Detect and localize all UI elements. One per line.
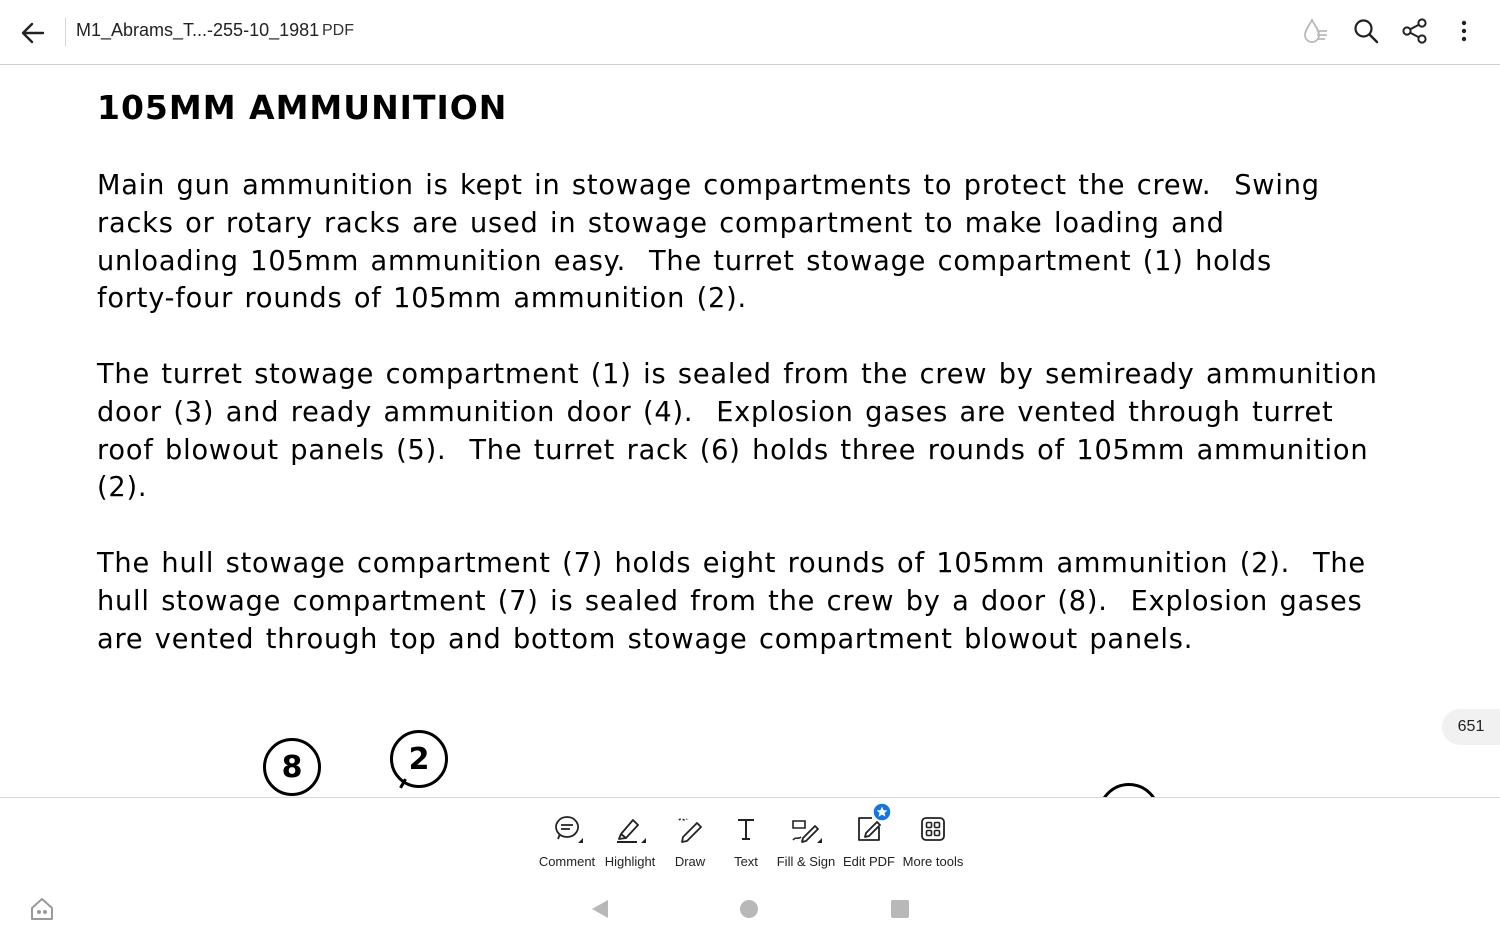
comment-tool-button[interactable] — [537, 812, 597, 874]
text-line: Main gun ammunition is kept in stowage compartments to protect the crew. Swing — [97, 170, 1320, 201]
document-title: M1_Abrams_T...-255-10_1981 — [76, 20, 320, 40]
nav-home-button[interactable] — [740, 900, 758, 918]
text-line: roof blowout panels (5). The turret rack (6) holds three rounds of 105mm ammunition — [97, 434, 1369, 466]
system-navigation-bar — [0, 879, 1500, 937]
text-line: racks or rotary racks are used in stowage compartment to make loading and — [97, 207, 1225, 239]
share-icon[interactable] — [1400, 16, 1430, 46]
back-arrow-icon[interactable] — [18, 18, 48, 48]
paragraph-1 — [97, 167, 1417, 318]
home-assistant-icon[interactable] — [28, 895, 56, 923]
star-badge-icon — [872, 802, 892, 822]
document-type-label: PDF — [322, 22, 354, 39]
draw-tool-button[interactable] — [670, 812, 710, 874]
text-tool-button[interactable] — [728, 812, 764, 874]
paragraph-2 — [97, 356, 1417, 507]
paragraph-3 — [97, 545, 1417, 658]
comment-label: Comment — [538, 854, 596, 869]
diagram-callout-2: 2 — [390, 730, 448, 788]
text-t-icon — [729, 812, 763, 846]
text-line: The hull stowage compartment (7) holds eight rounds of 105mm ammunition (2). The — [97, 548, 1366, 579]
edit-pdf-icon-wrap — [852, 812, 886, 846]
more-tools-button[interactable] — [902, 812, 964, 874]
top-app-bar — [0, 0, 1500, 65]
text-line: hull stowage compartment (7) is sealed from the crew by a door (8). Explosion gases — [97, 585, 1363, 617]
more-vertical-icon[interactable] — [1449, 16, 1479, 46]
text-line: (2). — [97, 472, 148, 504]
grid-tools-icon — [916, 812, 950, 846]
nav-back-icon[interactable] — [590, 899, 610, 919]
bottom-toolbar — [0, 797, 1500, 879]
liquid-mode-icon[interactable] — [1301, 16, 1331, 46]
text-line: are vented through top and bottom stowage compartment blowout panels. — [97, 623, 1194, 655]
nav-recents-button[interactable] — [891, 900, 909, 918]
page-number-indicator[interactable]: 651 — [1442, 709, 1500, 745]
header-divider — [65, 18, 66, 46]
section-heading: 105MM AMMUNITION — [97, 88, 508, 127]
edit-pdf-tool-button[interactable] — [842, 812, 896, 874]
search-icon[interactable] — [1351, 16, 1381, 46]
text-line: unloading 105mm ammunition easy. The turret stowage compartment (1) holds — [97, 245, 1272, 277]
draw-label: Draw — [674, 854, 706, 869]
text-line: forty-four rounds of 105mm ammunition (2). — [97, 283, 747, 315]
fill-sign-label: Fill & Sign — [776, 854, 836, 869]
pencil-draw-icon — [673, 812, 707, 846]
text-line: The turret stowage compartment (1) is sealed from the crew by semiready ammunition — [97, 359, 1378, 390]
highlight-tool-button[interactable] — [602, 812, 658, 874]
edit-pdf-label: Edit PDF — [842, 854, 895, 869]
pdf-page-view[interactable] — [0, 66, 1500, 797]
comment-icon — [550, 812, 584, 846]
fill-sign-tool-button[interactable] — [776, 812, 836, 874]
text-line: door (3) and ready ammunition door (4). Explosion gases are vented through turret — [97, 396, 1334, 428]
more-tools-label: More tools — [902, 854, 964, 869]
fill-sign-pen-icon — [789, 812, 823, 846]
highlight-label: Highlight — [604, 854, 656, 869]
highlighter-icon — [613, 812, 647, 846]
diagram-partial-circle — [1098, 783, 1160, 797]
text-label: Text — [734, 854, 758, 869]
diagram-callout-8: 8 — [263, 738, 321, 796]
